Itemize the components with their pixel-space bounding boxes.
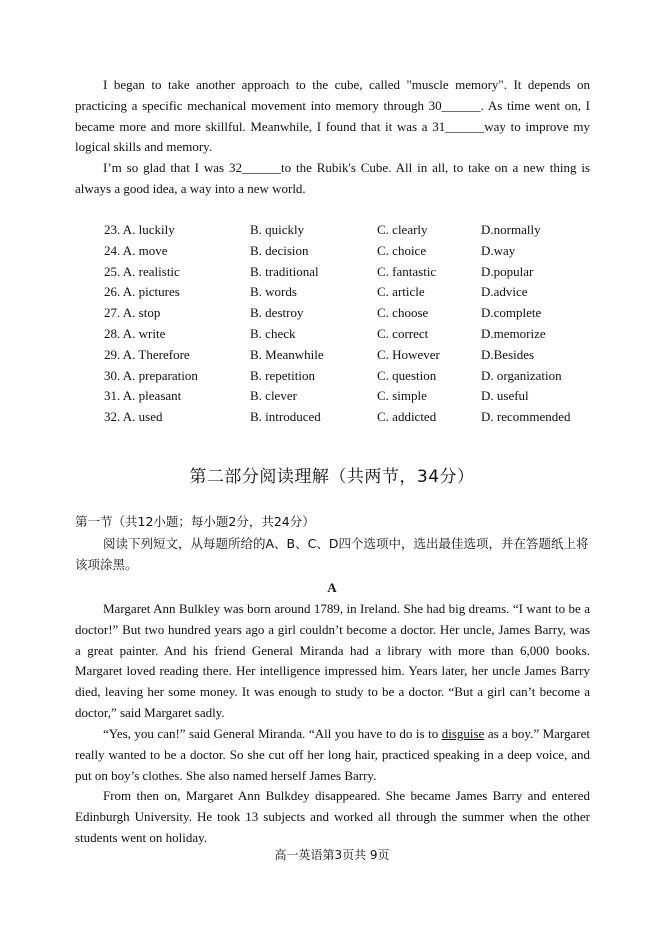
- option-d: D.complete: [481, 305, 542, 321]
- option-b: B. clever: [250, 388, 297, 404]
- option-a: 29. A. Therefore: [104, 346, 190, 362]
- option-a: 32. A. used: [104, 409, 163, 425]
- option-c: C. fantastic: [377, 263, 437, 279]
- option-b: B. repetition: [250, 367, 315, 383]
- page-footer: 高一英语第3页共 9页: [274, 848, 390, 862]
- passage-paragraph-1: Margaret Ann Bulkley was born around 1789, in Ireland. She had big dreams. “I want to be a doctor!” But two hundred years ago a girl couldn’t become a doctor. Her uncle, James Barry, was a great painter. And his friend General Miranda had a library with more than 6,000 books. Margaret loved reading there. Her intelligence impressed him. Years later, her uncle James Barry died, leaving her some money. It was enough to study to be a doctor. “But a girl can’t become a doctor,” said Margaret sadly.: [75, 601, 590, 720]
- option-row-24: [104, 241, 604, 262]
- option-c: C. choice: [377, 242, 427, 258]
- option-d: D. recommended: [481, 409, 571, 425]
- cloze-paragraph-1: I began to take another approach to the cube, called "muscle memory". It depends on practicing a specific mechanical movement into memory through 30______. As time went on, I became more and more skillful. Meanwhile, I found that it was a 31______way to improve my logical skills and memory.: [75, 77, 590, 155]
- option-a: 31. A. pleasant: [104, 388, 182, 404]
- option-d: D.way: [481, 242, 516, 258]
- option-b: B. introduced: [250, 409, 321, 425]
- underlined-word: disguise: [441, 726, 485, 741]
- option-row-23: [104, 220, 604, 241]
- option-d: D.Besides: [481, 346, 535, 362]
- option-b: B. decision: [250, 242, 309, 258]
- option-d: D.normally: [481, 222, 541, 237]
- passage-text: “Yes, you can!” said General Miranda. “All you have to do is to: [103, 726, 442, 741]
- option-d: D.popular: [481, 263, 534, 279]
- option-b: B. destroy: [250, 305, 304, 321]
- passage-paragraph-2: [75, 724, 590, 786]
- option-row-27: [104, 303, 604, 324]
- cloze-paragraph-2: I’m so glad that I was 32______to the Rubik's Cube. All in all, to take on a new thing is always a good idea, a way into a new world.: [75, 160, 590, 196]
- options-list: [104, 220, 604, 428]
- option-c: C. However: [377, 346, 440, 362]
- option-d: D. organization: [481, 367, 562, 383]
- option-a: 24. A. move: [104, 242, 168, 258]
- option-d: D.advice: [481, 284, 528, 300]
- option-b: B. check: [250, 325, 296, 341]
- part-two-heading: 第二部分阅读理解（共两节，34分）: [189, 467, 475, 487]
- option-a: 30. A. preparation: [104, 367, 198, 383]
- passage-text: as a boy.” Margaret really wanted to be a doctor. So she cut off her long hair, practiced speaking in a deep voice, and put on boy’s clothes. She also named herself James Barry.: [75, 726, 590, 783]
- option-row-28: [104, 324, 604, 345]
- option-row-26: [104, 282, 604, 303]
- passage-letter: A: [327, 580, 337, 595]
- option-b: B. traditional: [250, 263, 319, 279]
- option-b: B. quickly: [250, 222, 305, 237]
- option-row-29: [104, 345, 604, 366]
- option-c: C. simple: [377, 388, 427, 404]
- option-row-32: [104, 407, 604, 428]
- option-d: D. useful: [481, 388, 529, 404]
- option-row-30: [104, 366, 604, 387]
- option-c: C. article: [377, 284, 425, 300]
- option-c: C. addicted: [377, 409, 437, 425]
- section-one-title: 第一节（共12小题；每小题2分，共24分）: [75, 514, 315, 529]
- option-a: 27. A. stop: [104, 305, 161, 321]
- option-d: D.memorize: [481, 325, 546, 341]
- option-c: C. question: [377, 367, 437, 383]
- option-a: 26. A. pictures: [104, 284, 180, 300]
- option-row-31: [104, 386, 604, 407]
- option-b: B. Meanwhile: [250, 346, 324, 362]
- option-row-25: [104, 262, 604, 283]
- option-a: 23. A. luckily: [104, 222, 175, 237]
- passage-paragraph-3: From then on, Margaret Ann Bulkdey disappeared. She became James Barry and entered Edinburgh University. He took 13 subjects and worked all through the summer when the other students went on holiday.: [75, 788, 590, 845]
- option-c: C. clearly: [377, 222, 428, 237]
- option-a: 25. A. realistic: [104, 263, 180, 279]
- option-a: 28. A. write: [104, 325, 166, 341]
- option-b: B. words: [250, 284, 297, 300]
- option-c: C. choose: [377, 305, 429, 321]
- option-c: C. correct: [377, 325, 429, 341]
- instruction-text: 阅读下列短文，从每题所给的A、B、C、D四个选项中，选出最佳选项，并在答题纸上将该项涂黑。: [75, 536, 589, 572]
